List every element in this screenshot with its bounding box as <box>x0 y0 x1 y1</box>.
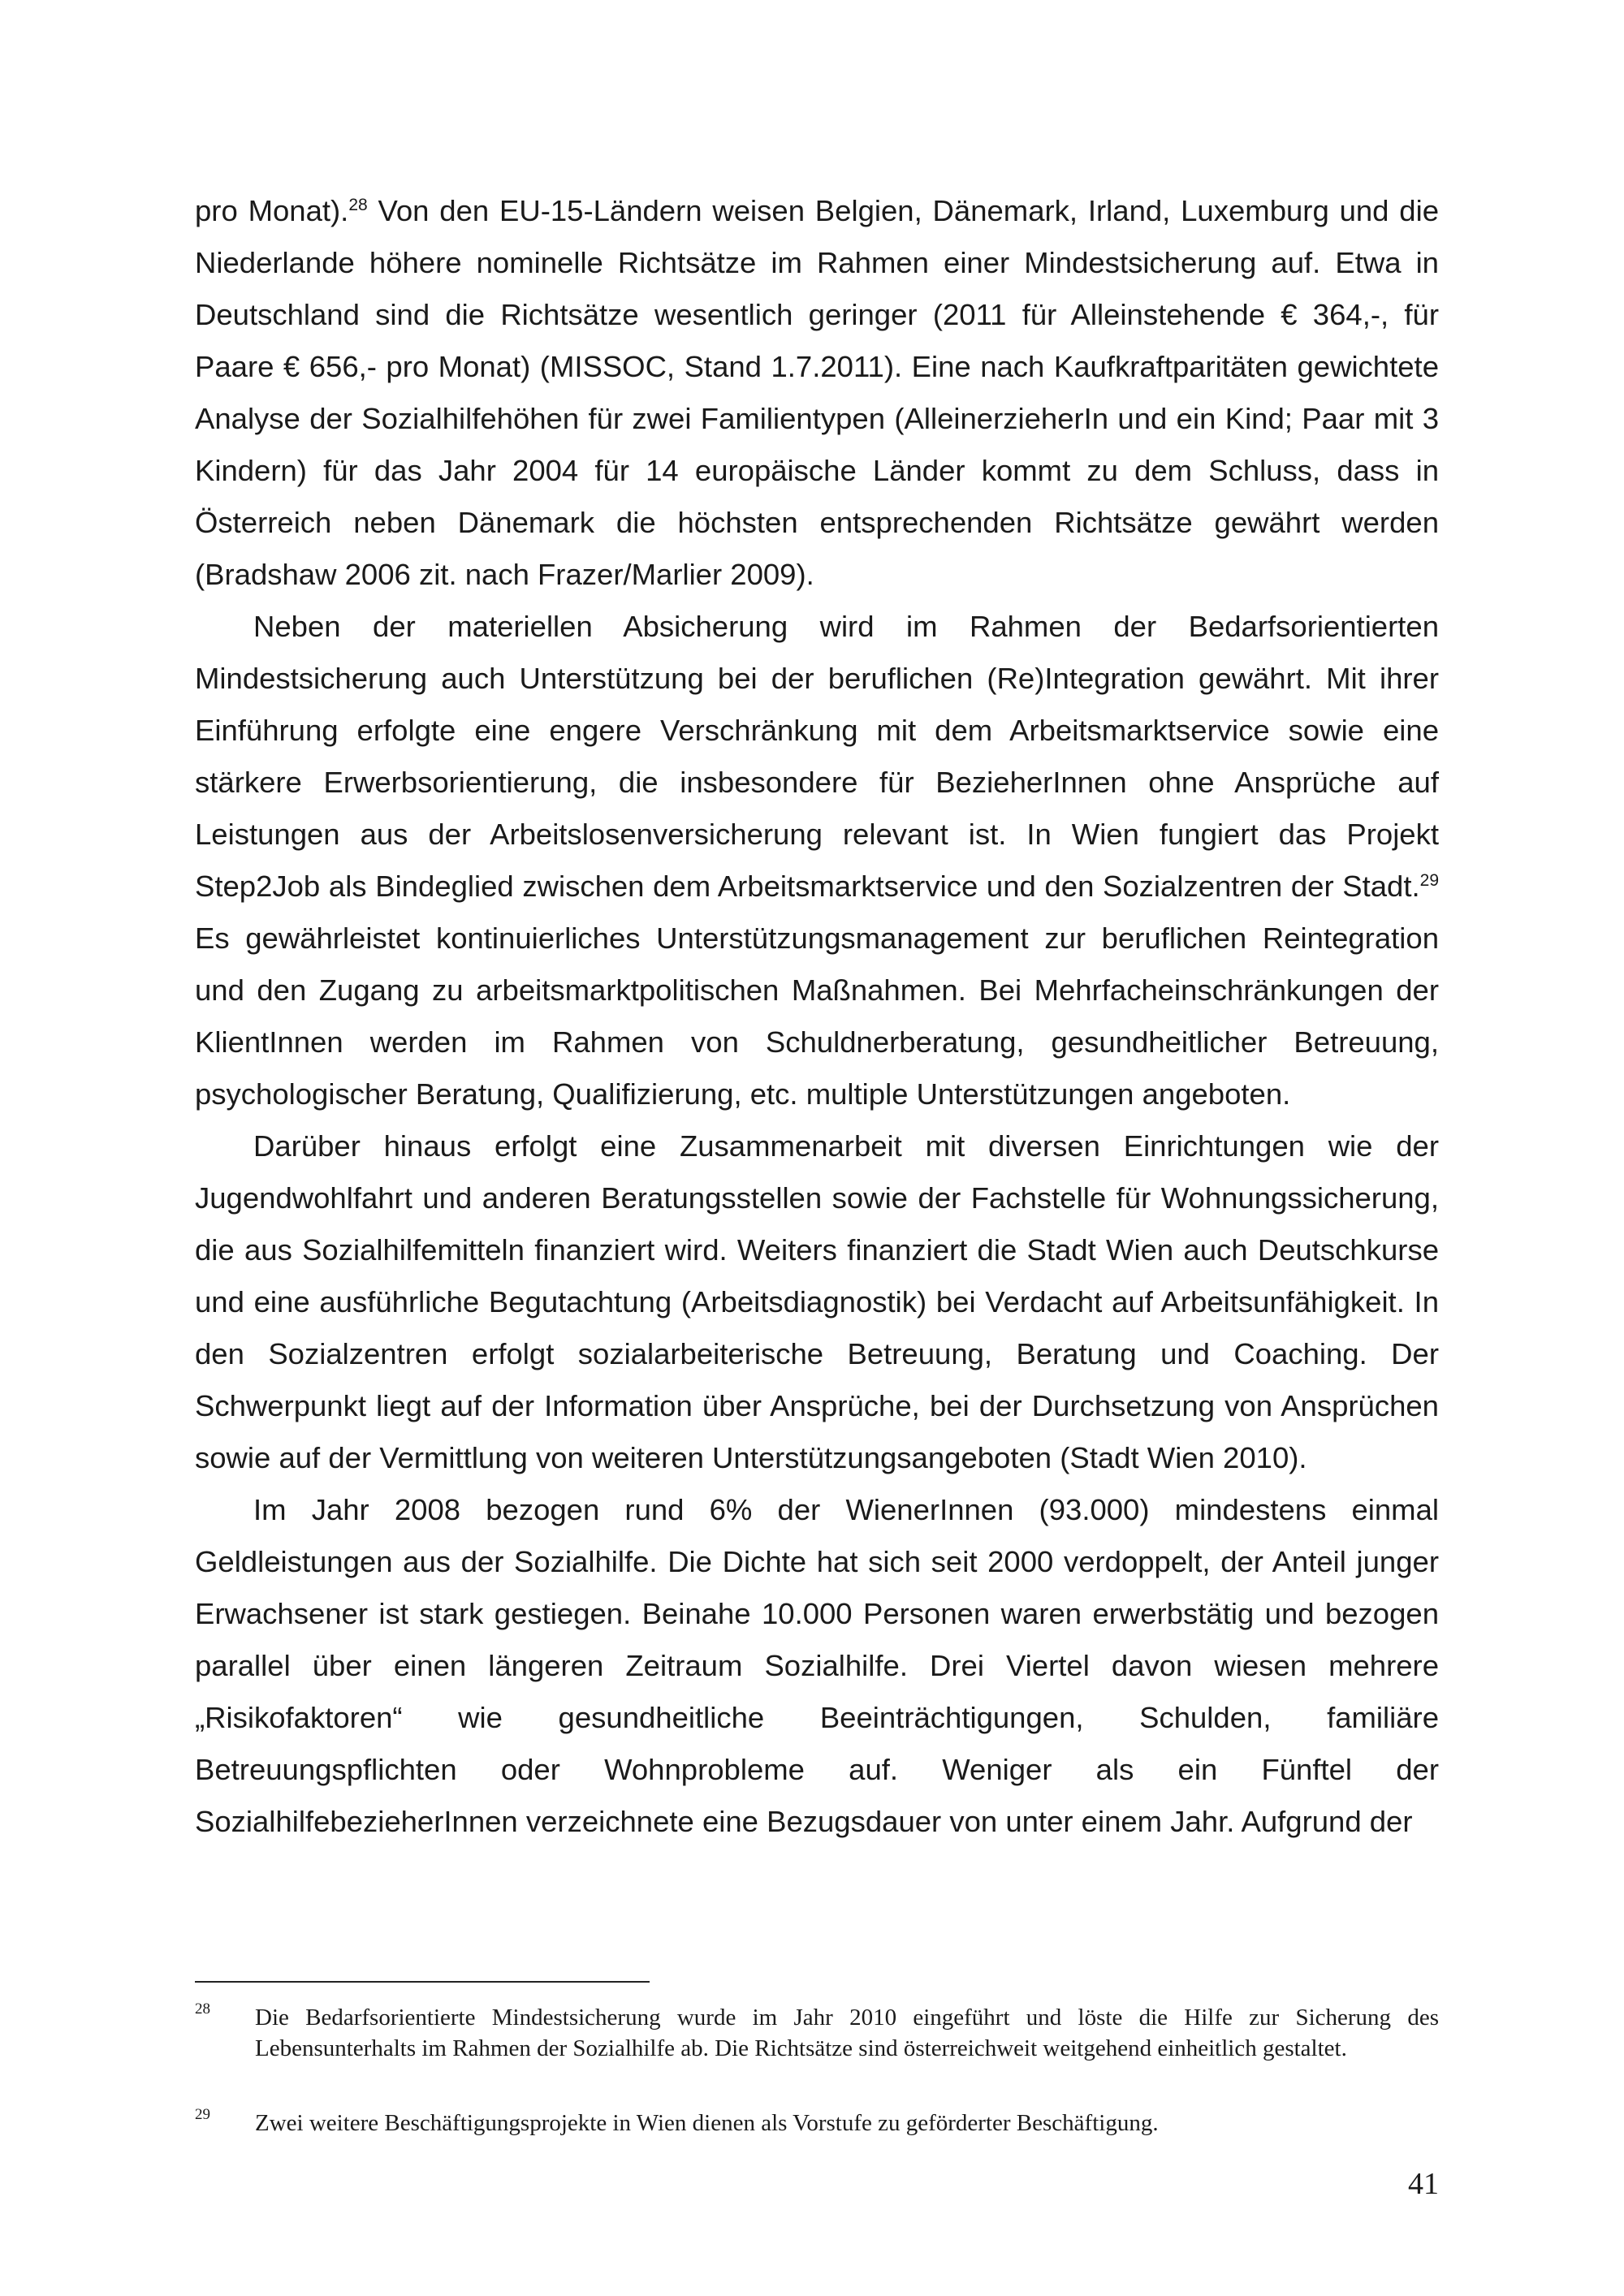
footnote-number: 28 <box>195 2000 210 2018</box>
footnote-ref-28[interactable]: 28 <box>348 195 368 214</box>
footnote-text: Die Bedarfsorientierte Mindestsicherung wurde im Jahr 2010 eingeführt und löste die Hilfe zur Sicherung des Lebensunterhalts im Rahmen der Sozialhilfe ab. Die Richtsätze sind österreichweit weitgehend einheitlich gestaltet. <box>255 2005 1439 2061</box>
page-number: 41 <box>1408 2167 1439 2201</box>
paragraph-1-rest: Von den EU-15-Ländern weisen Belgien, Dänemark, Irland, Luxemburg und die Niederlande höhere nominelle Richtsätze im Rahmen einer Mindestsicherung auf. Etwa in Deutschland sind die Richtsätze wesentlich geringer (2011 für Alleinstehende € 364,-, für Paare € 656,- pro Monat) (MISSOC, Stand 1.7.2011). Eine nach Kaufkraftparitäten gewichtete Analyse der Sozialhilfehöhen für zwei Familientypen (AlleinerzieherIn und ein Kind; Paar mit 3 Kindern) für das Jahr 2004 für 14 europäische Länder kommt zu dem Schluss, dass in Österreich neben Dänemark die höchsten entsprechenden Richtsätze gewährt werden (Bradshaw 2006 zit. nach Frazer/Marlier 2009). <box>195 194 1439 591</box>
footnote-text: Zwei weitere Beschäftigungsprojekte in Wien dienen als Vorstufe zu geförderter Beschäftigung. <box>255 2110 1159 2136</box>
paragraph-1 <box>195 185 1439 601</box>
paragraph-2-rest: Es gewährleistet kontinuierliches Unterstützungsmanagement zur beruflichen Reintegration und den Zugang zu arbeitsmarktpolitischen Maßnahmen. Bei Mehrfacheinschränkungen der KlientInnen werden im Rahmen von Schuldnerberatung, gesundheitlicher Betreuung, psychologischer Beratung, Qualifizierung, etc. multiple Unterstützungen angeboten. <box>195 921 1439 1111</box>
paragraph-2-start: Neben der materiellen Absicherung wird im Rahmen der Bedarfsorientierten Mindestsicherung auch Unterstützung bei der beruflichen (Re)Integration gewährt. Mit ihrer Einführung erfolgte eine engere Verschränkung mit dem Arbeitsmarktservice sowie eine stärkere Erwerbsorientierung, die insbesondere für BezieherInnen ohne Ansprüche auf Leistungen aus der Arbeitslosenversicherung relevant ist. In Wien fungiert das Projekt Step2Job als Bindeglied zwischen dem Arbeitsmarktservice und den Sozialzentren der Stadt. <box>195 610 1439 903</box>
footnote-separator <box>195 1981 650 1983</box>
paragraph-1-start: pro Monat). <box>195 194 349 227</box>
paragraph-2 <box>195 601 1439 1120</box>
footnote-29 <box>195 2108 1439 2138</box>
body-text <box>195 185 1439 1848</box>
paragraph-3: Darüber hinaus erfolgt eine Zusammenarbeit mit diversen Einrichtungen wie der Jugendwohlfahrt und anderen Beratungsstellen sowie der Fachstelle für Wohnungssicherung, die aus Sozialhilfemitteln finanziert wird. Weiters finanziert die Stadt Wien auch Deutschkurse und eine ausführliche Begutachtung (Arbeitsdiagnostik) bei Verdacht auf Arbeitsunfähigkeit. In den Sozialzentren erfolgt sozialarbeiterische Betreuung, Beratung und Coaching. Der Schwerpunkt liegt auf der Information über Ansprüche, bei der Durchsetzung von Ansprüchen sowie auf der Vermittlung von weiteren Unterstützungsangeboten (Stadt Wien 2010). <box>195 1129 1439 1474</box>
footnote-28 <box>195 2002 1439 2064</box>
paragraph-4: Im Jahr 2008 bezogen rund 6% der WienerInnen (93.000) mindestens einmal Geldleistungen aus der Sozialhilfe. Die Dichte hat sich seit 2000 verdoppelt, der Anteil junger Erwachsener ist stark gestiegen. Beinahe 10.000 Personen waren erwerbstätig und bezogen parallel über einen längeren Zeitraum Sozialhilfe. Drei Viertel davon wiesen mehrere „Risikofaktoren“ wie gesundheitliche Beeinträchtigungen, Schulden, familiäre Betreuungspflichten oder Wohnprobleme auf. Weniger als ein Fünftel der SozialhilfebezieherInnen verzeichnete eine Bezugsdauer von unter einem Jahr. Aufgrund der <box>195 1493 1439 1838</box>
footnote-number: 29 <box>195 2106 210 2123</box>
footnote-ref-29[interactable]: 29 <box>1419 870 1439 890</box>
